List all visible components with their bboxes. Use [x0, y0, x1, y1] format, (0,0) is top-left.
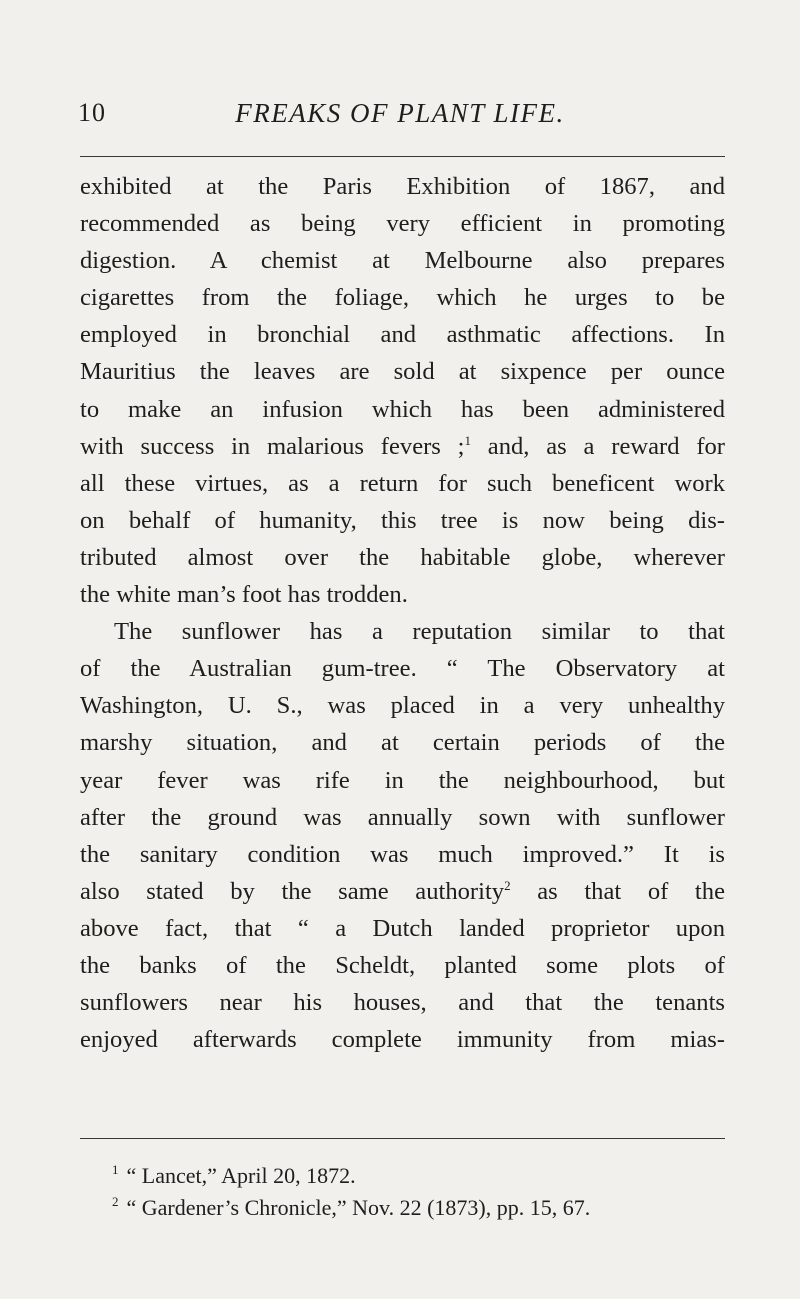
- footnote-text: “ Lancet,” April 20, 1872.: [126, 1163, 356, 1188]
- footnote: [80, 1160, 725, 1192]
- footnote-ref: 2: [504, 877, 511, 893]
- text-line: the banks of the Scheldt, planted some plots of: [80, 951, 725, 979]
- text-line: all these virtues, as a return for such beneficent work: [80, 469, 725, 497]
- footnote-rule: [80, 1138, 725, 1139]
- text-line: exhibited at the Paris Exhibition of 1867, and: [80, 173, 725, 200]
- text-line: enjoyed afterwards complete immunity from mias-: [80, 1026, 725, 1054]
- text-line: cigarettes from the foliage, which he urges to be: [80, 284, 725, 312]
- text-line: year fever was rife in the neighbourhood, but: [80, 766, 725, 794]
- page-header: [0, 98, 800, 138]
- page-number: 10: [78, 98, 106, 127]
- footnote-mark: 1: [112, 1162, 119, 1177]
- header-rule: [80, 156, 725, 157]
- body-text: [80, 168, 725, 1058]
- text-line: tributed almost over the habitable globe, wherever: [80, 543, 725, 571]
- text-line: on behalf of humanity, this tree is now being dis-: [80, 506, 725, 534]
- text-line: Mauritius the leaves are sold at sixpence per ounce: [80, 358, 725, 386]
- text-line: digestion. A chemist at Melbourne also prepares: [80, 247, 725, 275]
- text-line: marshy situation, and at certain periods of the: [80, 729, 725, 757]
- text-line: of the Australian gum-tree. “ The Observatory at: [80, 655, 725, 683]
- text-line: after the ground was annually sown with sunflower: [80, 803, 725, 831]
- text-line: employed in bronchial and asthmatic affections. In: [80, 321, 725, 349]
- text-line: above fact, that “ a Dutch landed proprietor upon: [80, 914, 725, 942]
- text-line: the white man’s foot has trodden.: [80, 581, 408, 609]
- running-title: FREAKS OF PLANT LIFE.: [235, 98, 565, 128]
- text-line: [80, 873, 725, 910]
- text-line: the sanitary condition was much improved.” It is: [80, 840, 725, 868]
- text-segment: with success in malarious fevers ;: [80, 432, 465, 460]
- footnotes: [80, 1160, 725, 1224]
- text-line: sunflowers near his houses, and that the tenants: [80, 989, 725, 1017]
- text-line: to make an infusion which has been administered: [80, 395, 725, 423]
- footnote: [80, 1192, 725, 1224]
- text-segment: and, as a reward for: [471, 432, 725, 460]
- text-line: The sunflower has a reputation similar to that: [114, 618, 725, 646]
- footnote-ref: 1: [464, 432, 471, 448]
- text-line: recommended as being very efficient in promoting: [80, 210, 725, 238]
- text-line: [80, 428, 725, 465]
- text-segment: also stated by the same authority: [80, 877, 505, 905]
- text-segment: as that of the: [510, 877, 725, 905]
- footnote-mark: 2: [112, 1194, 119, 1209]
- text-line: Washington, U. S., was placed in a very unhealthy: [80, 692, 725, 720]
- footnote-text: “ Gardener’s Chronicle,” Nov. 22 (1873), pp. 15, 67.: [126, 1195, 591, 1220]
